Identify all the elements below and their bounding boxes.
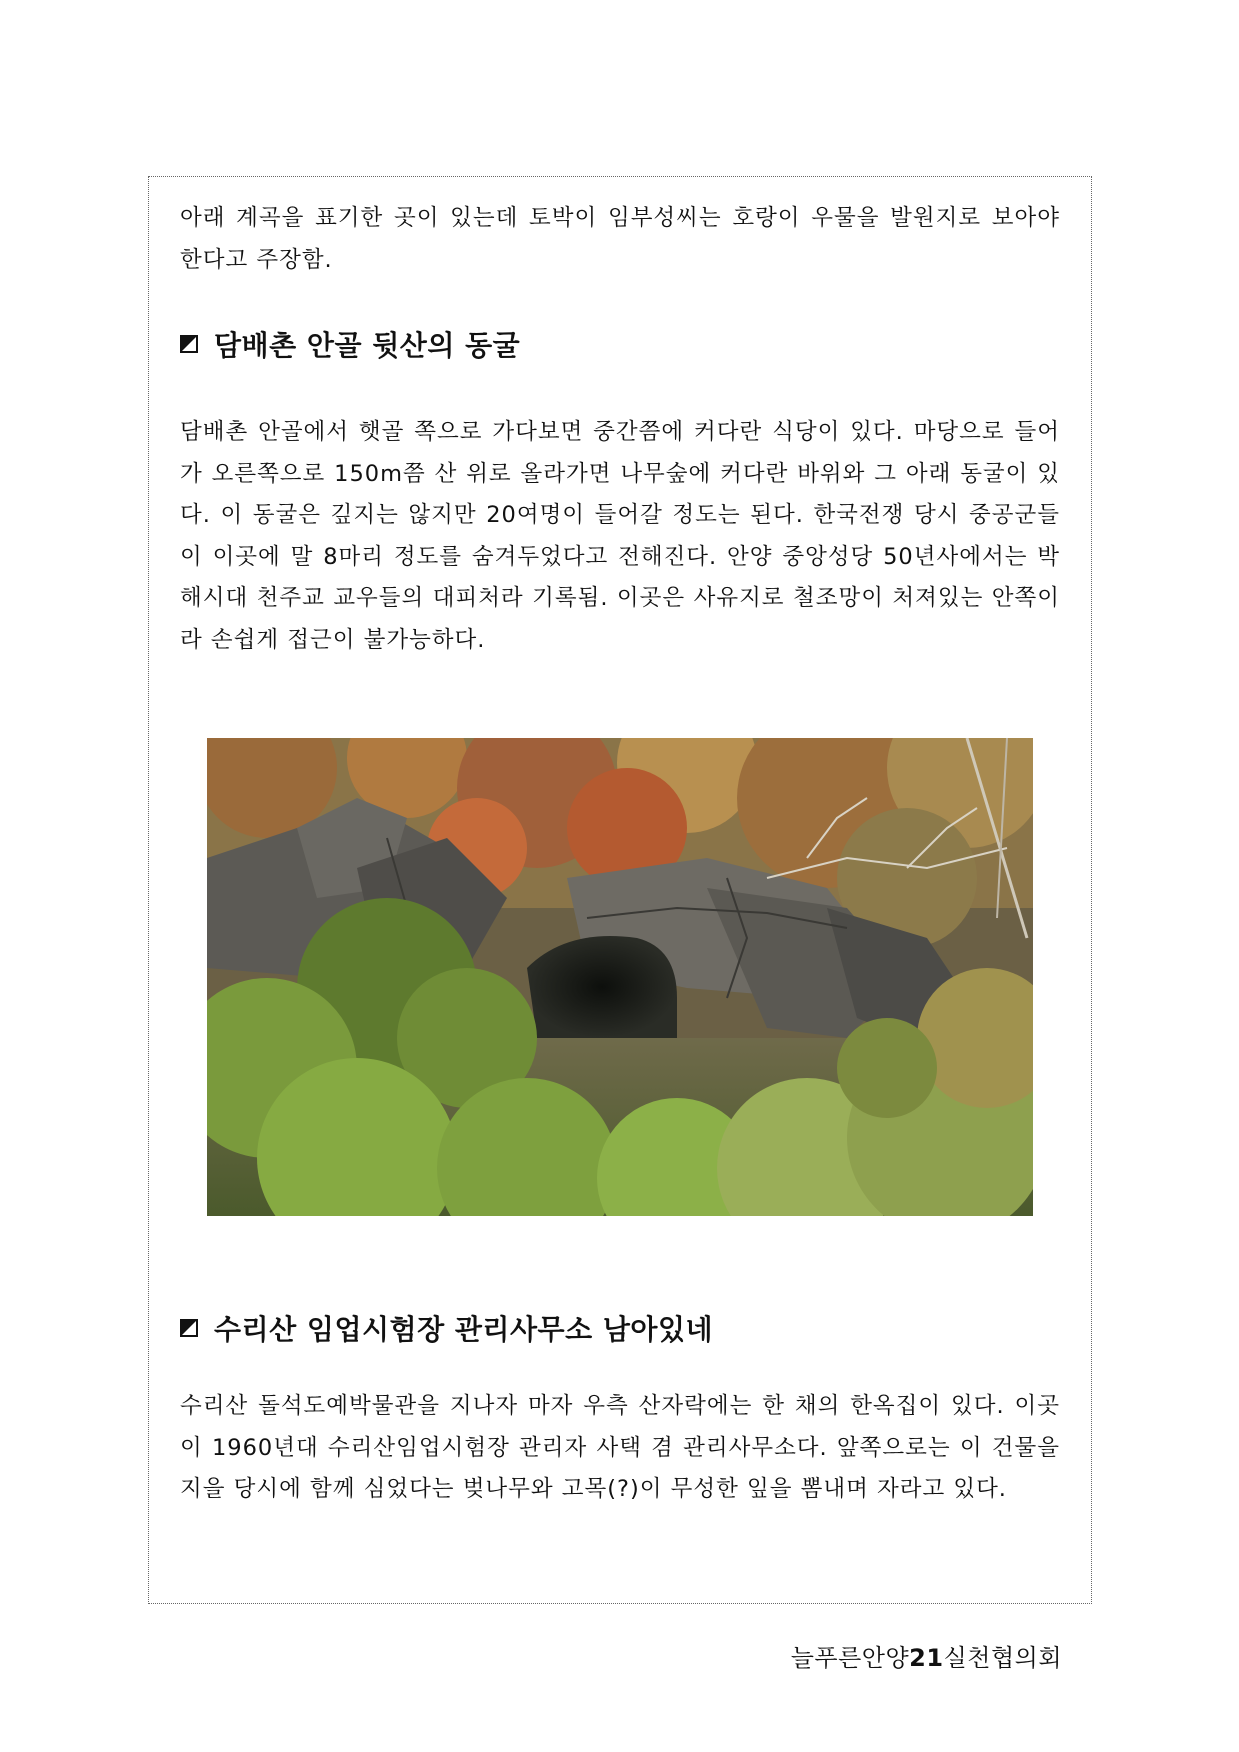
footer-suffix: 실천협의회 xyxy=(943,1644,1062,1672)
square-bullet-icon xyxy=(180,335,198,353)
footer-number: 21 xyxy=(909,1644,944,1672)
intro-paragraph: 아래 계곡을 표기한 곳이 있는데 토박이 임부성씨는 호랑이 우물을 발원지로 보아야 한다고 주장함. xyxy=(180,205,1060,273)
office-paragraph: 수리산 돌석도예박물관을 지나자 마자 우측 산자락에는 한 채의 한옥집이 있다. 이곳이 1960년대 수리산임업시험장 관리자 사택 겸 관리사무소다. 앞쪽으로는 이 건물을 지을 당시에 함께 심었다는 벚나무와 고목(?)이 무성한 잎을 뽐내며 자라고 있다. xyxy=(180,1393,1060,1502)
footer-organization xyxy=(700,1638,1062,1673)
square-bullet-icon xyxy=(180,1319,198,1337)
footer-prefix: 늘푸른안양 xyxy=(790,1644,910,1672)
cave-photo xyxy=(207,738,1033,1216)
section-heading-office-text: 수리산 임업시험장 관리사무소 남아있네 xyxy=(214,1313,714,1346)
section-heading-office xyxy=(180,1308,713,1348)
section-heading-cave xyxy=(180,324,520,364)
section-heading-cave-text: 담배촌 안골 뒷산의 동굴 xyxy=(214,329,521,362)
cave-paragraph: 담배촌 안골에서 햇골 쪽으로 가다보면 중간쯤에 커다란 식당이 있다. 마당으로 들어가 오른쪽으로 150m쯤 산 위로 올라가면 나무숲에 커다란 바위와 그 아래 동굴이 있다. 이 동굴은 깊지는 않지만 20여명이 들어갈 정도는 된다. 한국전쟁 당시 중공군들이 이곳에 말 8마리 정도를 숨겨두었다고 전해진다. 안양 중앙성당 50년사에서는 박해시대 천주교 교우들의 대피처라 기록됨. 이곳은 사유지로 철조망이 처져있는 안쪽이라 손쉽게 접근이 불가능하다. xyxy=(180,419,1060,653)
